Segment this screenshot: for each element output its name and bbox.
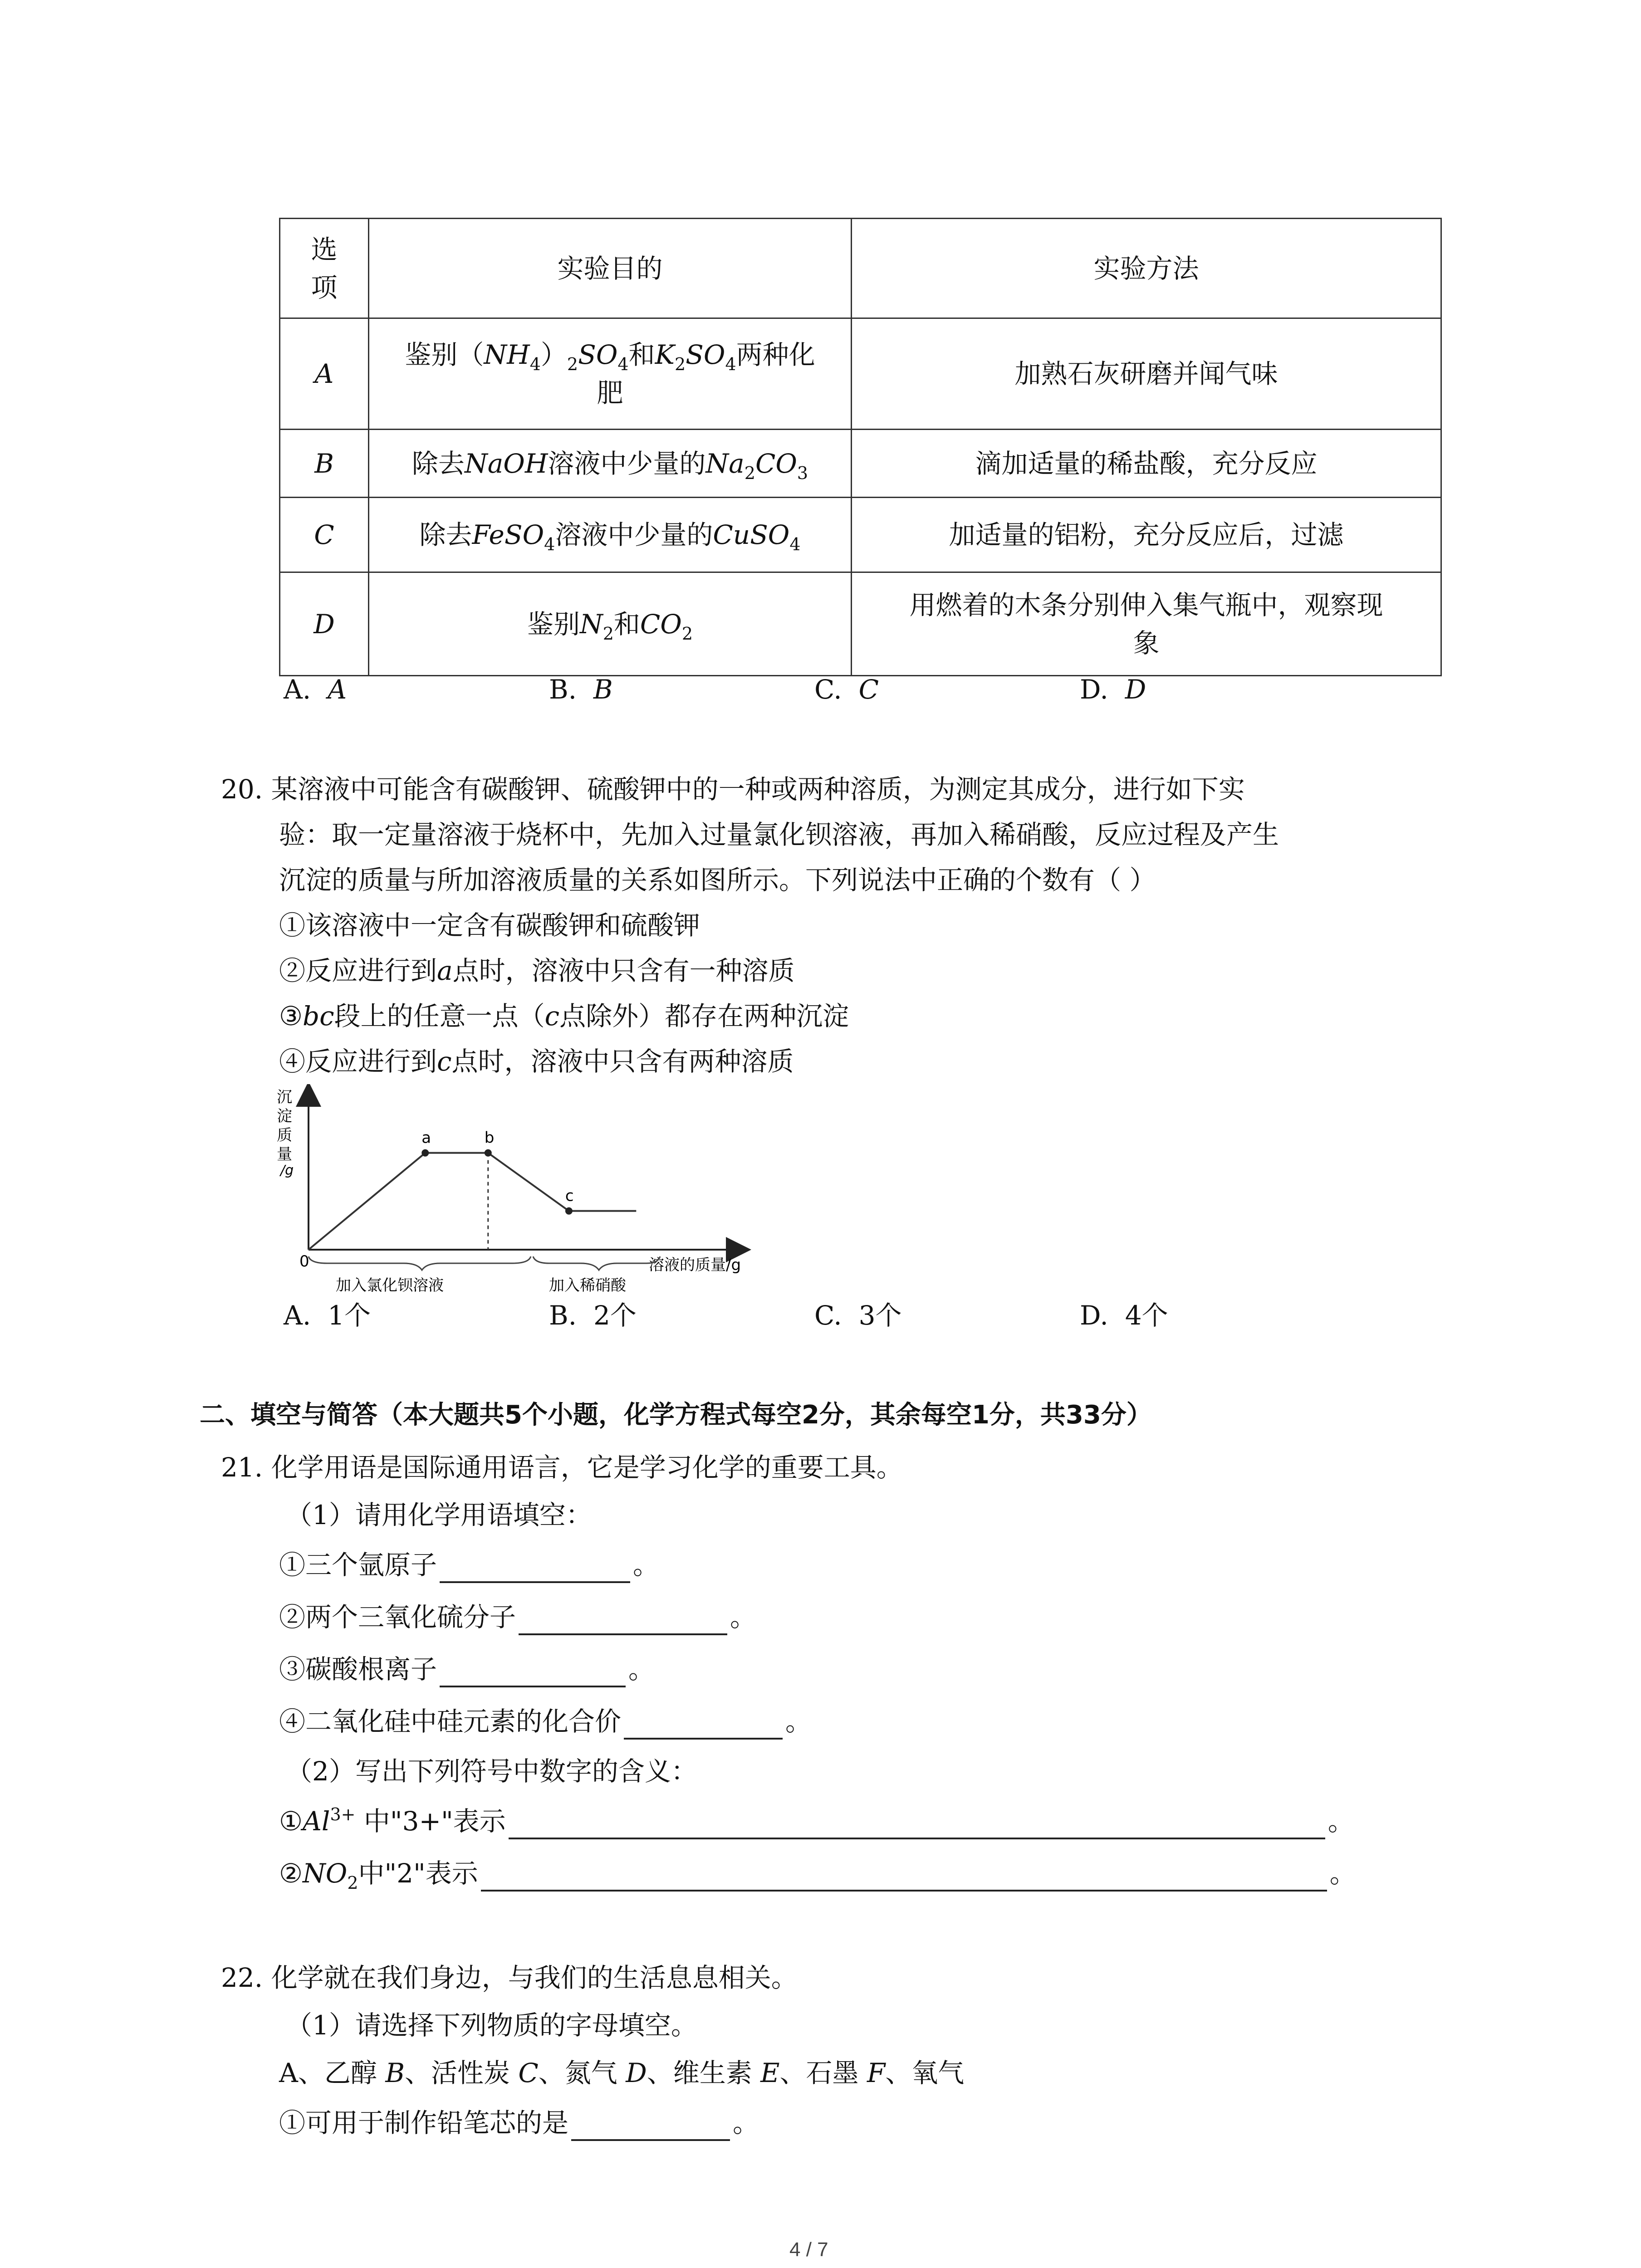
q21-item2: ②两个三氧化硫分子 。 <box>279 1599 756 1635</box>
row-option: A <box>280 318 369 430</box>
answer-blank[interactable] <box>509 1809 1325 1839</box>
row-option: C <box>280 498 369 572</box>
page-number: 4 / 7 <box>789 2239 828 2261</box>
row-purpose: 鉴别$N_2$和$CO_2$ <box>369 572 852 676</box>
table-row <box>280 430 1441 498</box>
table-row <box>280 318 1441 430</box>
q20-statement-1: ①该溶液中一定含有碳酸钾和硫酸钾 <box>279 910 700 941</box>
point-c <box>565 1207 573 1215</box>
q21-item4: ④二氧化硅中硅元素的化合价 。 <box>279 1703 812 1740</box>
q21-part2: （2）写出下列符号中数字的含义： <box>286 1756 697 1787</box>
q21-item1: ①三个氩原子 。 <box>279 1547 659 1583</box>
row-method: 滴加适量的稀盐酸，充分反应 <box>852 430 1441 498</box>
y-axis-label-5: /g <box>280 1163 294 1178</box>
q21-part1: （1）请用化学用语填空： <box>286 1500 592 1530</box>
q20-statement-4: ④反应进行到c点时，溶液中只含有两种溶质 <box>279 1046 794 1077</box>
answer-blank[interactable] <box>481 1862 1327 1892</box>
y-axis-label-4: 量 <box>277 1145 292 1163</box>
row-method: 加熟石灰研磨并闻气味 <box>852 318 1441 430</box>
q20-line3: 沉淀的质量与所加溶液质量的关系如图所示。下列说法中正确的个数有（ ） <box>279 865 1156 895</box>
point-label-c: c <box>565 1187 574 1205</box>
section-heading: 二、填空与简答（本大题共5个小题，化学方程式每空2分，其余每空1分，共33分） <box>200 1400 1152 1430</box>
answer-blank[interactable] <box>440 1657 626 1687</box>
header-option: 选 项 <box>280 219 369 318</box>
header-purpose: 实验目的 <box>369 219 852 318</box>
chart-svg <box>268 1084 789 1297</box>
precipitate-chart <box>268 1084 789 1297</box>
q22-options: A、乙醇 B、活性炭 C、氮气 D、维生素 E、石墨 F、氧气 <box>279 2058 965 2088</box>
y-axis-label-1: 沉 <box>277 1088 292 1106</box>
row-method: 用燃着的木条分别伸入集气瓶中，观察现 象 <box>852 572 1441 676</box>
q20-statement-2: ②反应进行到a点时，溶液中只含有一种溶质 <box>279 955 795 986</box>
q21-meaning2: $②NO_2$中"2"表示 。 <box>279 1858 1356 1893</box>
table-header-row <box>280 219 1441 318</box>
point-label-b: b <box>484 1129 495 1147</box>
segment-label-bacl2: 加入氯化钡溶液 <box>336 1276 444 1295</box>
row-purpose: 鉴别$(NH_4)_2SO_4$和$K_2SO_4$两种化 肥 <box>369 318 852 430</box>
q20-choice-d: D. 4个 <box>1080 1300 1168 1331</box>
row-purpose: 除去FeSO$_4$溶液中少量的CuSO$_4$ <box>369 498 852 572</box>
choice-b: B. B <box>549 674 613 705</box>
choice-c: C. C <box>814 674 879 705</box>
x-axis-label: 溶液的质量/g <box>649 1256 741 1274</box>
q21-meaning1: $①Al^{3+}$ 中"3+"表示 。 <box>279 1803 1354 1839</box>
bracket-bacl2 <box>309 1256 531 1270</box>
q21-intro: 21. 化学用语是国际通用语言，它是学习化学的重要工具。 <box>221 1452 903 1483</box>
answer-blank[interactable] <box>519 1605 727 1635</box>
choice-d: D. D <box>1080 674 1146 705</box>
row-method: 加适量的铝粉，充分反应后，过滤 <box>852 498 1441 572</box>
q22-item1: ①可用于制作铅笔芯的是 。 <box>279 2105 759 2141</box>
answer-blank[interactable] <box>624 1710 783 1740</box>
answer-blank[interactable] <box>440 1553 630 1583</box>
q21-item3: ③碳酸根离子 。 <box>279 1651 655 1687</box>
q20-statement-3: ③bc段上的任意一点（c点除外）都存在两种沉淀 <box>279 1001 849 1031</box>
point-b <box>485 1149 492 1157</box>
q20-line2: 验：取一定量溶液于烧杯中，先加入过量氯化钡溶液，再加入稀硝酸，反应过程及产生 <box>279 819 1279 850</box>
q20-choice-a: A. 1个 <box>284 1300 371 1331</box>
table-row <box>280 498 1441 572</box>
segment-label-hno3: 加入稀硝酸 <box>549 1276 626 1295</box>
point-a <box>421 1149 429 1157</box>
y-axis-label-3: 质 <box>277 1126 292 1144</box>
bracket-hno3 <box>533 1256 660 1270</box>
q22-intro: 22. 化学就在我们身边，与我们的生活息息相关。 <box>221 1962 798 1993</box>
row-option: B <box>280 430 369 498</box>
q20-choice-c: C. 3个 <box>814 1300 902 1331</box>
row-option: D <box>280 572 369 676</box>
q20-line1: 20. 某溶液中可能含有碳酸钾、硫酸钾中的一种或两种溶质，为测定其成分，进行如下实 <box>221 774 1245 805</box>
experiment-table <box>279 218 1442 676</box>
row-purpose: 除去NaOH溶液中少量的$Na_2CO_3$ <box>369 430 852 498</box>
q22-part1: （1）请选择下列物质的字母填空。 <box>286 2010 697 2041</box>
q20-choice-b: B. 2个 <box>549 1300 637 1331</box>
choice-a: A. A <box>284 674 347 705</box>
series-line-segment <box>488 1153 569 1211</box>
table-row <box>280 572 1441 676</box>
answer-blank[interactable] <box>571 2111 730 2141</box>
y-axis-label-2: 淀 <box>277 1107 292 1125</box>
origin-label: 0 <box>299 1252 309 1271</box>
header-method: 实验方法 <box>852 219 1441 318</box>
series-line-segment <box>309 1153 425 1250</box>
point-label-a: a <box>421 1129 431 1147</box>
